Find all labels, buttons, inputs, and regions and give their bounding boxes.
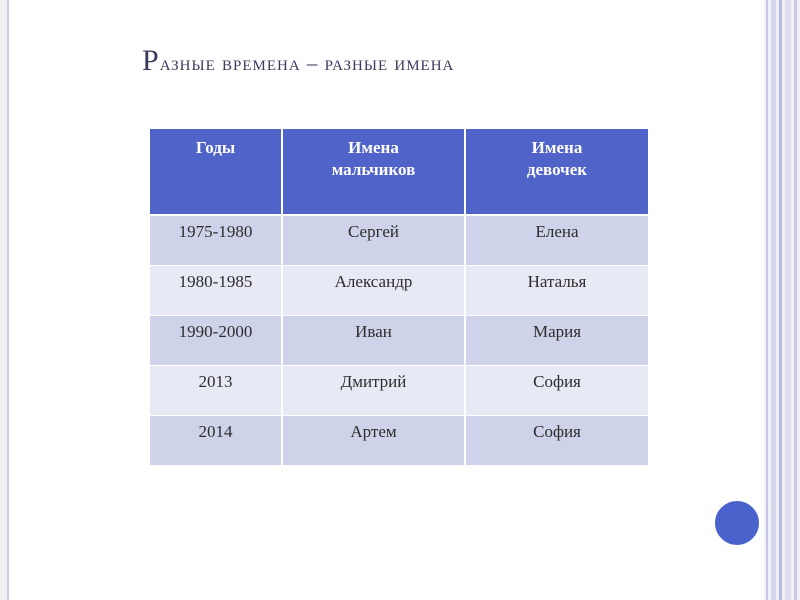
header-years-label: Годы bbox=[195, 138, 236, 157]
cell-boy-name: Иван bbox=[282, 315, 465, 365]
decorative-stripe bbox=[794, 0, 797, 600]
decorative-stripe bbox=[771, 0, 776, 600]
decorative-stripe bbox=[779, 0, 782, 600]
header-years bbox=[150, 129, 282, 215]
cell-boy-name: Александр bbox=[282, 265, 465, 315]
slide-title-initial: Р bbox=[142, 44, 160, 77]
table-header-row bbox=[150, 129, 648, 215]
names-table bbox=[150, 129, 648, 466]
header-girls-names bbox=[465, 129, 648, 215]
cell-years: 2013 bbox=[150, 365, 282, 415]
slide-title-rest: азные времена – разные имена bbox=[159, 51, 455, 75]
decorative-circle bbox=[713, 499, 761, 547]
header-girls-line1: Имена bbox=[531, 138, 583, 157]
header-boys-line2: мальчиков bbox=[331, 160, 416, 179]
slide-title bbox=[142, 44, 454, 78]
cell-boy-name: Артем bbox=[282, 415, 465, 465]
cell-boy-name: Сергей bbox=[282, 215, 465, 265]
cell-girl-name: Наталья bbox=[465, 265, 648, 315]
decorative-stripe bbox=[766, 0, 768, 600]
cell-girl-name: Елена bbox=[465, 215, 648, 265]
table-row bbox=[150, 265, 648, 315]
cell-years: 2014 bbox=[150, 415, 282, 465]
cell-girl-name: София bbox=[465, 365, 648, 415]
header-girls-line2: девочек bbox=[526, 160, 588, 179]
table-row bbox=[150, 215, 648, 265]
cell-boy-name: Дмитрий bbox=[282, 365, 465, 415]
table-row bbox=[150, 415, 648, 465]
cell-years: 1975-1980 bbox=[150, 215, 282, 265]
header-boys-names bbox=[282, 129, 465, 215]
cell-years: 1980-1985 bbox=[150, 265, 282, 315]
cell-years: 1990-2000 bbox=[150, 315, 282, 365]
cell-girl-name: Мария bbox=[465, 315, 648, 365]
header-boys-line1: Имена bbox=[348, 138, 399, 157]
cell-girl-name: София bbox=[465, 415, 648, 465]
slide-canvas bbox=[7, 0, 764, 600]
table-row bbox=[150, 315, 648, 365]
decorative-stripe bbox=[785, 0, 791, 600]
table-row bbox=[150, 365, 648, 415]
